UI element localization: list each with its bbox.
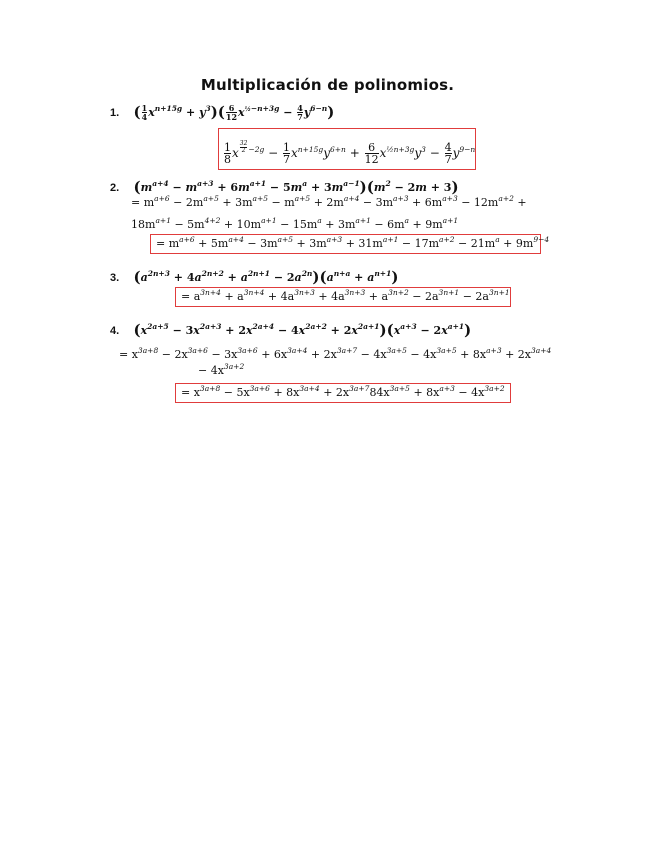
page-title: Multiplicación de polinomios. (200, 76, 455, 94)
problem-1-answer: $\frac{1}{8}$ x $^{\frac{32}{2} -2g}$ − $\frac{1}{7}$ $x^{n+15g}y^{6+n}$ + $\frac{6}{12}$ $x^{\frac{1}{2}n+3g}y^3$ − $\frac{4}{7}$ $y^{9-n}$ (224, 140, 476, 166)
problem-3-statement: 3. $(a^{2n+3} + 4a^{2n+2} + a^{2n+1} - 2a^{2n})(a^{n+a} + a^{n+1})$ (110, 268, 399, 286)
problem-4-statement: 4. $(x^{2a+5} - 3x^{2a+3} + 2x^{2a+4} - 4x^{2a+2} + 2x^{2a+1})(x^{a+3} - 2x^{a+1})$ (110, 321, 472, 339)
problem-number: 3. (110, 272, 120, 284)
problem-3-answer: = $a^{3n+4} + a^{3n+4} + 4a^{3n+3} + 4a^{3n+3} + a^{3n+2} - 2a^{3n+1} - 2a^{3n+1}$ (181, 288, 510, 303)
problem-4-step-2: − $4x^{3a+2}$ (198, 362, 245, 377)
problem-2-answer: = $m^{a+6} + 5m^{a+4} - 3m^{a+5} + 3m^{a+3} + 31m^{a+1} - 17m^{a+2} - 21m^a + 9m^{9-4}$ (156, 235, 550, 250)
problem-4-answer-box (175, 383, 511, 403)
problem-number: 4. (110, 325, 120, 337)
problem-number: 1. (110, 106, 120, 119)
problem-1-statement: 1. ( $\frac{1}{4}$ $x^{n+15g} + y^3$)( $\frac{6}{12}$ $x^{\frac{1}{2}-n+3g}$ − $\frac{4}{7}$ $y^{6-n}$) (110, 102, 335, 122)
problem-number: 2. (110, 182, 120, 194)
problem-2-step-1: = $m^{a+6} - 2m^{a+5} + 3m^{a+5} - m^{a+5} + 2m^{a+4} - 3m^{a+3} + 6m^{a+3} - 12m^{a+2}$ + (131, 194, 527, 209)
problem-3-answer-box (175, 287, 511, 307)
problem-4-step-1: = $x^{3a+8} - 2x^{3a+6} - 3x^{3a+6} + 6x^{3a+4} + 2x^{3a+7} - 4x^{3a+5} - 4x^{3a+5} + 8x^{a+3} + 2x^{3a+4}$ (119, 346, 552, 361)
problem-1-answer-box (218, 128, 476, 170)
problem-2-answer-box (150, 234, 550, 254)
problem-2-statement: 2. $(m^{a+4} - m^{a+3} + 6m^{a+1} - 5m^a + 3m^{a-1})(m^2 - 2m + 3)$ (110, 178, 459, 196)
problem-4-answer: = $x^{3a+8} - 5x^{3a+6} + 8x^{3a+4} + 2x^{3a+7}84x^{3a+5} + 8x^{a+3} - 4x^{3a+2}$ (181, 384, 505, 399)
problem-2-step-2: $18m^{a+1} - 5m^{4+2} + 10m^{a+1} - 15m^a + 3m^{a+1} - 6m^a + 9m^{a+1}$ (131, 216, 459, 231)
